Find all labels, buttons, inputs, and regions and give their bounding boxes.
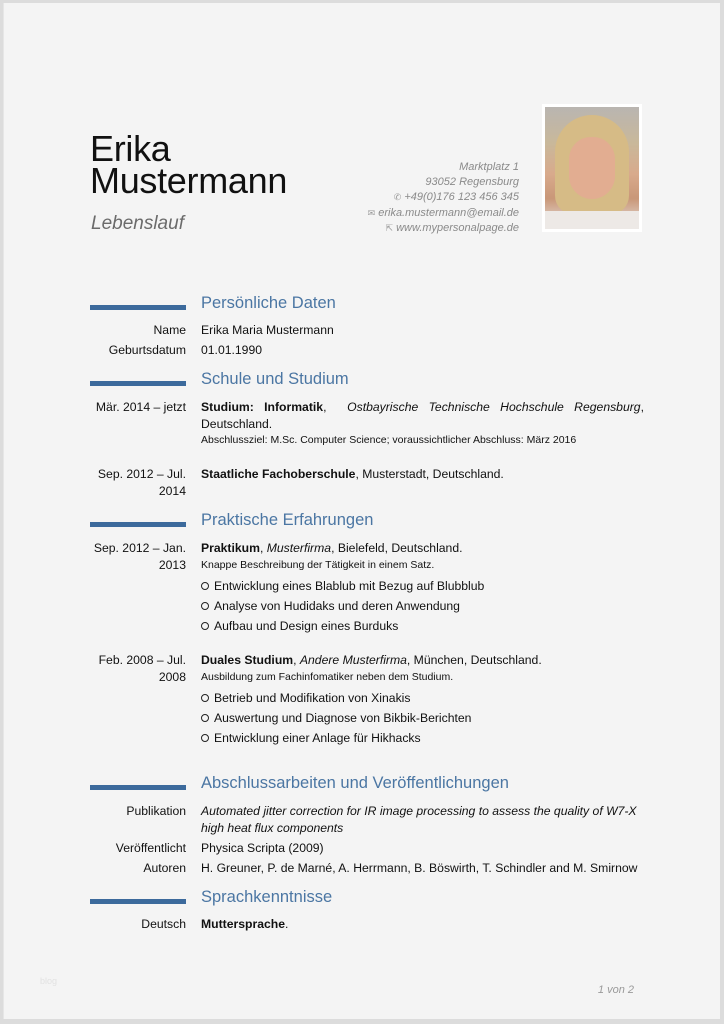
bullet-item: Entwicklung einer Anlage für Hikhacks [201,728,644,748]
row-value: Automated jitter correction for IR image processing to assess the quality of W7-X high heat flux components [201,804,637,835]
contact-block [368,160,519,236]
contact-email[interactable]: erika.mustermann@email.de [378,206,519,219]
first-name: Erika [90,128,171,169]
bullet-item: Entwicklung eines Blablub mit Bezug auf Blubblub [201,576,644,596]
entry-org: Andere Musterfirma [299,653,407,667]
contact-phone: +49(0)176 123 456 345 [404,191,519,204]
mobile-phone-icon: ✆ [393,192,402,203]
contact-email-line[interactable] [368,206,519,221]
page-indicator: 1 von 2 [597,984,634,996]
entry-title: Praktikum [201,541,260,555]
entry-description: Knappe Beschreibung der Tätigkeit in einem Satz. [201,558,435,571]
entry-org: Musterfirma [266,541,332,555]
portrait-photo [542,104,642,232]
entry-location: , Bielefeld, Deutschland. [331,541,463,555]
section-title: Praktische Erfahrungen [201,511,374,529]
section-rule [90,381,186,386]
entry-org: Ostbayrische Technische Hochschule Regensburg [347,400,641,414]
last-name: Mustermann [90,160,288,201]
bullet-item: Analyse von Hudidaks und deren Anwendung [201,596,644,616]
contact-web-line[interactable] [368,221,519,236]
envelope-icon: ✉ [367,207,376,218]
entry-date: Sep. 2012 – Jul. 2014 [97,467,186,498]
bullet-item: Betrieb und Modifikation von Xinakis [201,688,644,708]
circle-bullet-icon [201,582,209,590]
entry-body [201,466,644,483]
section-title: Persönliche Daten [201,294,336,312]
section-rule [90,899,186,904]
row-value: Muttersprache. [201,917,289,931]
document-subtitle: Lebenslauf [91,213,184,234]
circle-bullet-icon [201,622,209,630]
entry-body: Praktikum, Musterfirma, Bielefeld, Deutschland. Knappe Beschreibung der Tätigkeit in einem Satz. Entwicklung eines Blablub mit Bezug auf Blubblub Analyse von Hudidaks und deren Anwendung Aufbau und Design eines Burduks [201,540,644,636]
row-label: Geburtsdatum [108,343,186,357]
section-title: Sprachkenntnisse [201,888,333,906]
row-label: Deutsch [141,917,186,931]
entry-note: Abschlussziel: M.Sc. Computer Science; voraussichtlicher Abschluss: März 2016 [201,434,577,446]
circle-bullet-icon [201,602,209,610]
section-rule [90,522,186,527]
circle-bullet-icon [201,734,209,742]
row-label: Name [153,323,186,337]
contact-phone-line [368,190,519,205]
bullet-item: Aufbau und Design eines Burduks [201,616,644,636]
entry-location: , Deutschland. [201,400,644,431]
section-title: Schule und Studium [201,370,349,388]
entry-title: Duales Studium [201,653,294,667]
entry-location: , München, Deutschland. [406,653,542,667]
section-rule [90,785,186,790]
row-value: H. Greuner, P. de Marné, A. Herrmann, B. Böswirth, T. Schindler and M. Smirnow [201,861,638,875]
row-value: 01.01.1990 [201,343,262,357]
entry-date: Sep. 2012 – Jan. 2013 [93,541,186,572]
name-heading [90,128,288,201]
contact-web[interactable]: www.mypersonalpage.de [396,221,519,234]
bullet-item: Auswertung und Diagnose von Bikbik-Berichten [201,708,644,728]
entry-location: , Musterstadt, Deutschland. [355,467,504,481]
contact-city: 93052 Regensburg [425,176,519,189]
entry-title: Staatliche Fachoberschule [201,467,356,481]
contact-street: Marktplatz 1 [459,161,519,173]
row-label: Veröffentlicht [115,841,186,855]
watermark: blog [40,976,58,986]
cv-page [3,3,720,1019]
section-rule [90,305,186,310]
row-value: Erika Maria Mustermann [201,323,334,337]
entry-date: Feb. 2008 – Jul. 2008 [98,653,186,684]
entry-description: Ausbildung zum Fachinfomatiker neben dem Studium. [201,670,454,683]
entry-body: Duales Studium, Andere Musterfirma, München, Deutschland. Ausbildung zum Fachinfomatiker neben dem Studium. Betrieb und Modifikation von Xinakis Auswertung und Diagnose von Bikbik-Berichten Entwicklung einer Anlage für Hikhacks [201,652,644,748]
circle-bullet-icon [201,714,209,722]
entry-date: Mär. 2014 – jetzt [95,400,186,414]
entry-body: Studium: Informatik, Ostbayrische Technische Hochschule Regensburg, Deutschland. Abschlussziel: M.Sc. Computer Science; voraussichtlicher Abschluss: März 2016 [201,400,644,446]
link-icon: ⇱ [385,222,394,233]
circle-bullet-icon [201,694,209,702]
entry-bullets [201,576,644,636]
row-value: Physica Scripta (2009) [201,841,324,855]
row-label: Autoren [143,861,186,875]
entry-title: Studium: Informatik [201,400,324,414]
entry-bullets [201,688,644,748]
section-title: Abschlussarbeiten und Veröffentlichungen [201,774,509,792]
row-label: Publikation [126,804,186,818]
